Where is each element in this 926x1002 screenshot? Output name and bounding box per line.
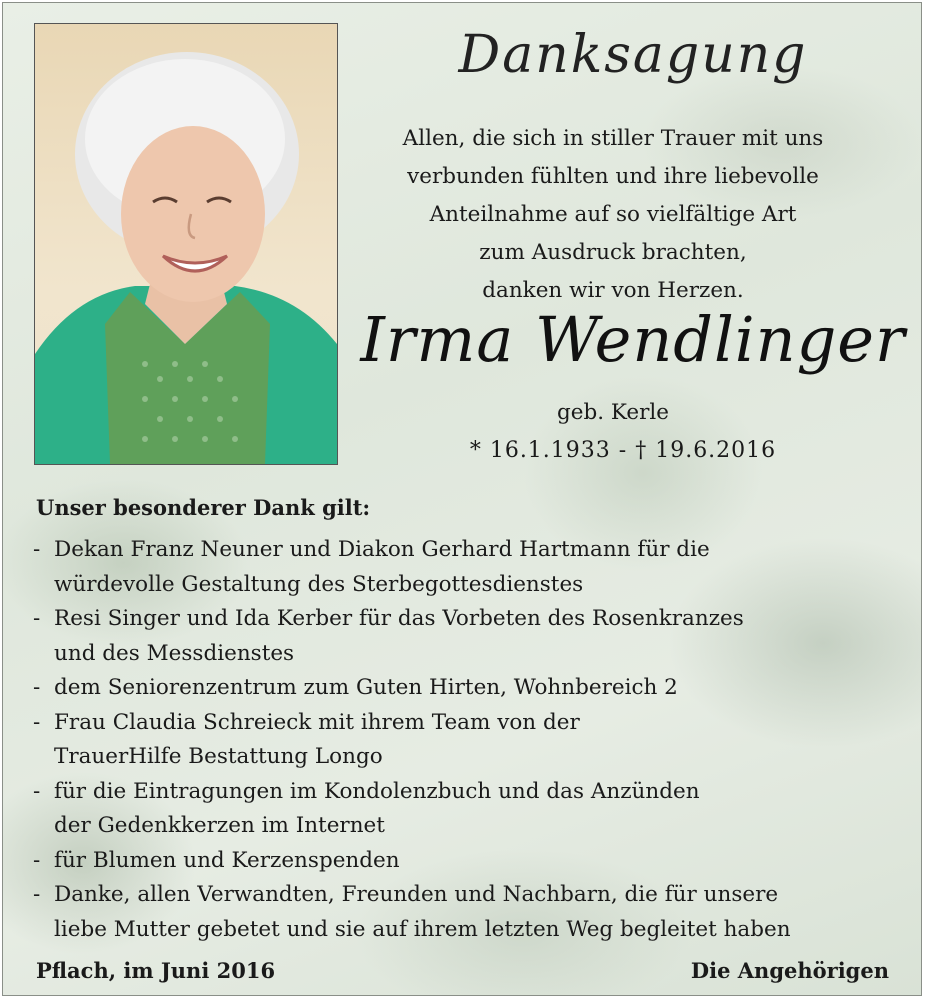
item-line: Frau Claudia Schreieck mit ihrem Team von der (54, 709, 580, 735)
item-line: Resi Singer und Ida Kerber für das Vorbeten des Rosenkranzes (54, 606, 744, 631)
thanks-heading: Unser besonderer Dank gilt: (36, 495, 371, 520)
item-line: und des Messdienstes (54, 640, 295, 666)
list-item (33, 602, 913, 671)
item-line: dem Seniorenzentrum zum Guten Hirten, Wohnbereich 2 (54, 675, 678, 700)
bullet-dash: - (33, 606, 41, 631)
item-line: Dekan Franz Neuner und Diakon Gerhard Hartmann für die (54, 537, 710, 562)
bullet-dash: - (33, 675, 41, 700)
intro-line: Allen, die sich in stiller Trauer mit uns (402, 126, 824, 151)
portrait-photo (34, 23, 338, 465)
title-danksagung: Danksagung (458, 25, 808, 85)
portrait-illustration (35, 24, 337, 464)
intro-line: verbunden fühlten und ihre liebevolle (407, 164, 819, 189)
item-line: liebe Mutter gebetet und sie auf ihrem letzten Weg begleitet haben (54, 916, 791, 942)
item-line: für die Eintragungen im Kondolenzbuch und das Anzünden (54, 778, 700, 804)
item-line: TrauerHilfe Bestattung Longo (54, 744, 383, 769)
thanks-list (33, 533, 913, 947)
bullet-dash: - (33, 537, 41, 562)
intro-line: zum Ausdruck brachten, (479, 240, 747, 265)
place-date: Pflach, im Juni 2016 (36, 958, 276, 983)
item-line: würdevolle Gestaltung des Sterbegottesdienstes (54, 571, 584, 597)
list-item (33, 533, 913, 602)
bullet-dash: - (33, 882, 41, 907)
bullet-dash: - (33, 778, 41, 804)
list-item (33, 844, 913, 879)
signature: Die Angehörigen (690, 958, 889, 983)
item-line: der Gedenkkerzen im Internet (54, 813, 385, 838)
intro-text (348, 120, 878, 310)
item-line: Danke, allen Verwandten, Freunden und Nachbarn, die für unsere (54, 882, 779, 907)
life-dates: * 16.1.1933 - † 19.6.2016 (469, 438, 777, 463)
intro-line: danken wir von Herzen. (482, 278, 744, 303)
item-line: für Blumen und Kerzenspenden (54, 847, 400, 873)
deceased-name: Irma Wendlinger (360, 303, 906, 376)
intro-line: Anteilnahme auf so vielfältige Art (429, 202, 797, 227)
list-item (33, 775, 913, 844)
list-item (33, 878, 913, 947)
bullet-dash: - (33, 709, 41, 735)
list-item (33, 671, 913, 706)
bullet-dash: - (33, 847, 41, 873)
obituary-card (2, 2, 922, 996)
list-item (33, 706, 913, 775)
birth-name: geb. Kerle (556, 400, 669, 425)
